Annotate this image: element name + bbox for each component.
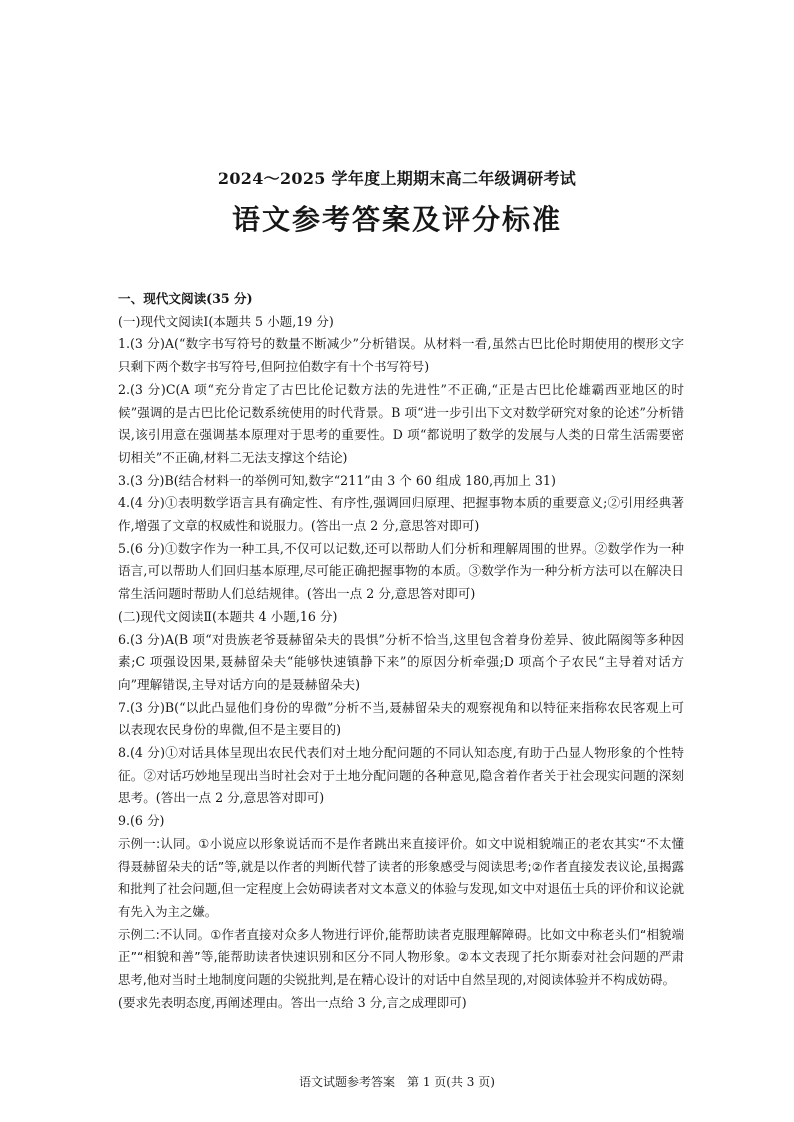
page-footer: 语文试题参考答案 第 1 页(共 3 页) [299,1075,495,1089]
answer-item: 3.(3 分)B(结合材料一的举例可知,数字“211”由 3 个 60 组成 180,再加上 31) [118,472,556,488]
part-heading: (二)现代文阅读Ⅱ(本题共 4 小题,16 分) [118,608,338,624]
scoring-note: (要求先表明态度,再阐述理由。答出一点给 3 分,言之成理即可) [118,994,467,1010]
answer-item: 1.(3 分)A(“数字书写符号的数量不断减少”分析错误。从材料一看,虽然古巴比伦时期使用的楔形文字只剩下两个数字书写符号,但阿拉伯数字有十个书写符号) [118,336,684,375]
document-title: 语文参考答案及评分标准 [231,203,562,236]
section-heading: 一、现代文阅读(35 分) [118,291,253,306]
answer-item: 4.(4 分)①表明数学语言具有确定性、有序性,强调回归原理、把握事物本质的重要意义;②引用经典著作,增强了文章的权威性和说服力。(答出一点 2 分,意思答对即可) [118,495,684,534]
answer-item: 5.(6 分)①数字作为一种工具,不仅可以记数,还可以帮助人们分析和理解周围的世界。②数学作为一种语言,可以帮助人们回归基本原理,尽可能正确把握事物的本质。③数学作为一种分析方法可以在解决日常生活问题时帮助人们总结规律。(答出一点 2 分,意思答对即可) [118,540,684,602]
answer-body [118,288,684,1015]
example-answer: 示例二:不认同。①作者直接对众多人物进行评价,能帮助读者克服理解障碍。比如文中称老头们“相貌端正”“相貌和善”等,能帮助读者快速识别和区分不同人物形象。②本文表现了托尔斯泰对社会问题的严肃思考,他对当时土地制度问题的尖锐批判,是在精心设计的对话中自然呈现的,对阅读体验并不构成妨碍。 [118,926,684,988]
answer-item: 8.(4 分)①对话具体呈现出农民代表们对土地分配问题的不同认知态度,有助于凸显人物形象的个性特征。②对话巧妙地呈现出当时社会对于土地分配问题的各种意见,隐含着作者关于社会现实问题的深刻思考。(答出一点 2 分,意思答对即可) [118,745,684,806]
part-heading: (一)现代文阅读Ⅰ(本题共 5 小题,19 分) [118,313,334,329]
answer-item: 6.(3 分)A(B 项“对贵族老爷聂赫留朵夫的畏惧”分析不恰当,这里包含着身份差异、彼此隔阂等多种因素;C 项强设因果,聂赫留朵夫“能够快速镇静下来”的原因分析牵强;D 项高个子农民“主导着对话方向”理解错误,主导对话方向的是聂赫留朵夫) [118,631,684,692]
answer-item: 7.(3 分)B(“以此凸显他们身份的卑微”分析不当,聂赫留朵夫的观察视角和以特征来指称农民客观上可以表现农民身份的卑微,但不是主要目的) [118,699,684,738]
example-answer: 示例一:认同。①小说应以形象说话而不是作者跳出来直接评价。如文中说相貌端正的老农其实“不太懂得聂赫留朵夫的话”等,就是以作者的判断代替了读者的形象感受与阅读思考;②作者直接发表议论,虽揭露和批判了社会问题,但一定程度上会妨碍读者对文本意义的体验与发现,如文中对退伍士兵的评价和议论就有先入为主之嫌。 [118,835,684,919]
answer-item: 2.(3 分)C(A 项“充分肯定了古巴比伦记数方法的先进性”不正确,“正是古巴比伦雄霸西亚地区的时候”强调的是古巴比伦记数系统使用的时代背景。B 项“进一步引出下文对数学研究对象的论述”分析错误,该引用意在强调基本原理对于思考的重要性。D 项“都说明了数学的发展与人类的日常生活需要密切相关”不正确,材料二无法支撑这个结论) [118,381,684,465]
exam-title: 2024～2025 学年度上期期末高二年级调研考试 [217,169,577,188]
answer-item: 9.(6 分) [118,813,165,829]
